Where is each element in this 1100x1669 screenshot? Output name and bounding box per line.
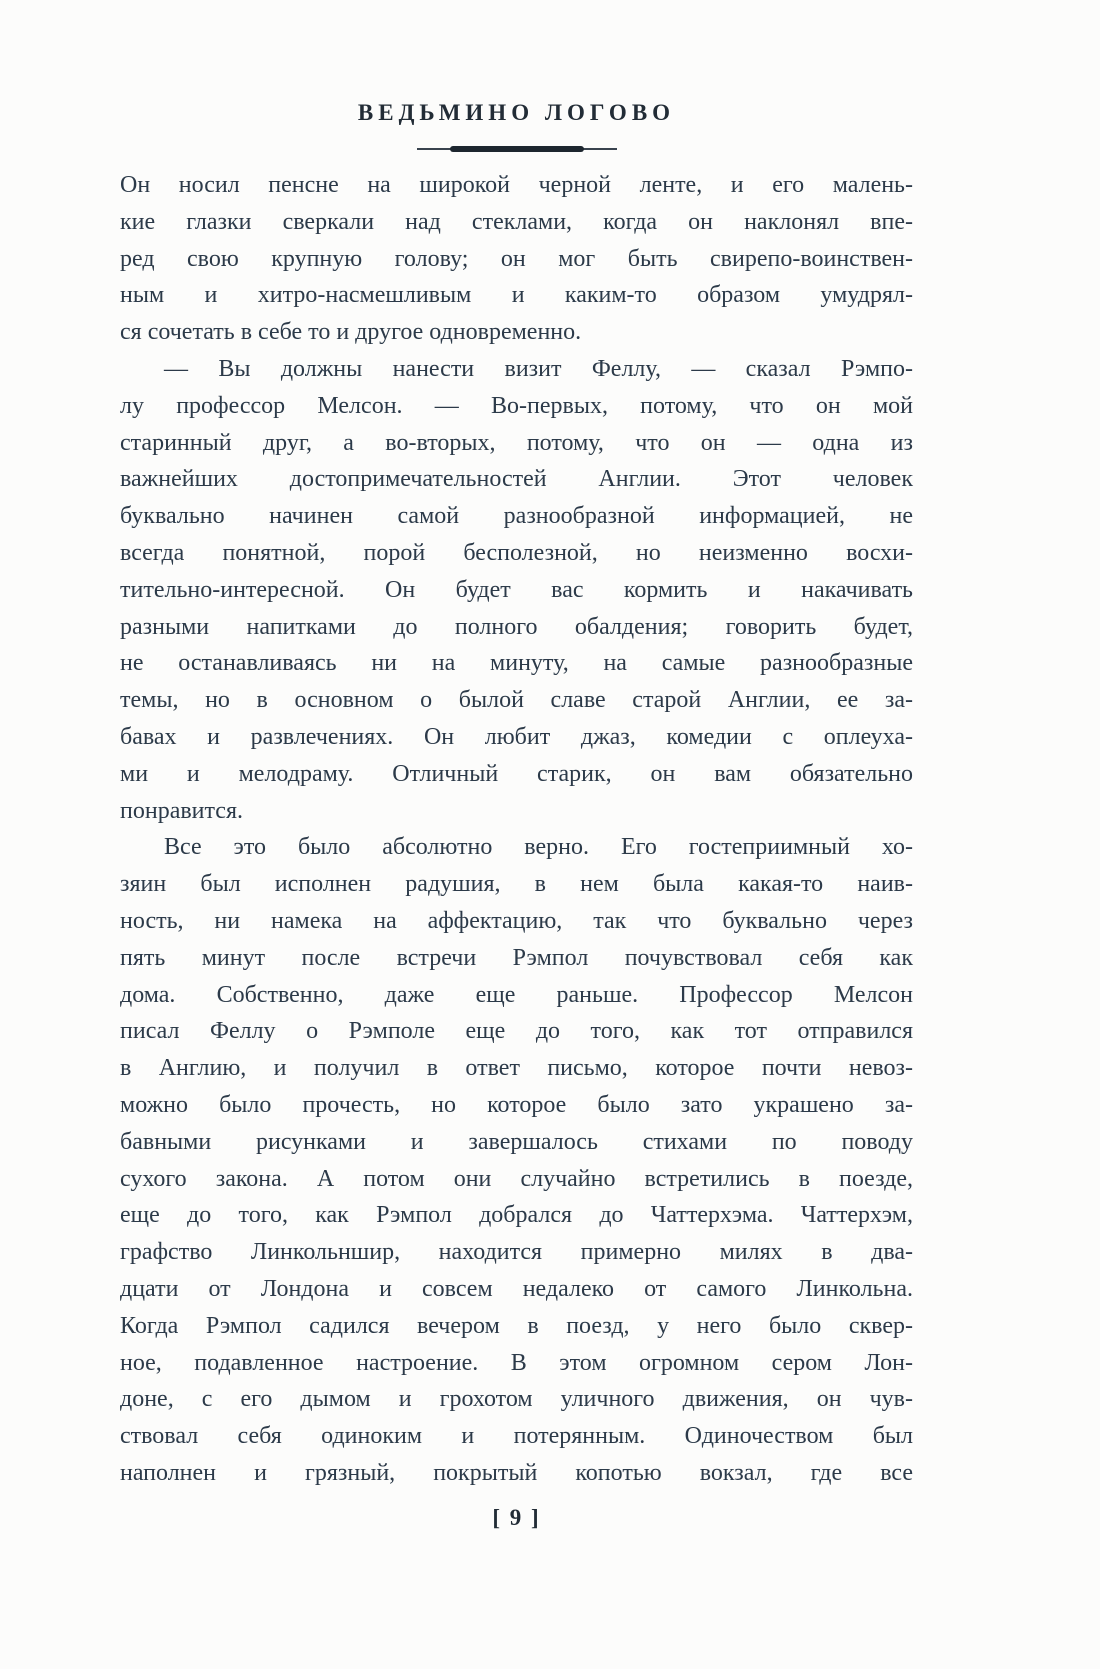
text-line: сухого закона. А потом они случайно встретились в поезде, [120, 1165, 913, 1192]
text-line: буквально начинен самой разнообразной информацией, не [120, 503, 913, 530]
text-line: пять минут после встречи Рэмпол почувствовал себя как [120, 944, 913, 971]
text-line: Все это было абсолютно верно. Его гостеприимный хо- [164, 834, 913, 861]
text-line: кие глазки сверкали над стеклами, когда он наклонял впе- [120, 208, 913, 235]
text-line: ным и хитро-насмешливым и каким-то образом умудрял- [120, 282, 913, 309]
text-line: бавах и развлечениях. Он любит джаз, комедии с оплеуха- [120, 723, 913, 750]
text-line: доне, с его дымом и грохотом уличного движения, он чув- [120, 1386, 913, 1413]
text-line: разными напитками до полного обалдения; говорить будет, [120, 613, 913, 640]
paragraph [120, 351, 913, 829]
text-line: не останавливаясь ни на минуту, на самые разнообразные [120, 650, 913, 677]
text-line: — Вы должны нанести визит Феллу, — сказал Рэмпо- [164, 355, 913, 382]
page-title: ВЕДЬМИНО ЛОГОВО [357, 100, 676, 125]
text-line: ся сочетать в себе то и другое одновременно. [120, 319, 582, 346]
text-line: всегда понятной, порой бесполезной, но неизменно восхи- [120, 539, 913, 566]
text-line: понравится. [120, 797, 243, 824]
text-line: в Англию, и получил в ответ письмо, которое почти невоз- [120, 1055, 913, 1082]
running-head [120, 100, 913, 126]
text-line: дцати от Лондона и совсем недалеко от самого Линкольна. [120, 1275, 913, 1302]
divider-thick-line [450, 146, 584, 152]
text-line: Когда Рэмпол садился вечером в поезд, у него было сквер- [120, 1312, 913, 1339]
text-line: ред свою крупную голову; он мог быть свирепо-воинствен- [120, 245, 913, 272]
text-line: ность, ни намека на аффектацию, так что буквально через [120, 907, 913, 934]
text-line: старинный друг, а во-вторых, потому, что он — одна из [120, 429, 913, 456]
text-line: писал Феллу о Рэмполе еще до того, как тот отправился [120, 1018, 913, 1045]
text-line: ствовал себя одиноким и потерянным. Одиночеством был [120, 1423, 913, 1450]
text-line: еще до того, как Рэмпол добрался до Чаттерхэма. Чаттерхэм, [120, 1202, 913, 1229]
text-line: графство Линкольншир, находится примерно милях в два- [120, 1239, 913, 1266]
text-line: ми и мелодраму. Отличный старик, он вам обязательно [120, 760, 913, 787]
text-line: наполнен и грязный, покрытый копотью вокзал, где все [120, 1459, 913, 1486]
text-line: темы, но в основном о былой славе старой Англии, ее за- [120, 687, 913, 714]
text-line: бавными рисунками и завершалось стихами по поводу [120, 1128, 913, 1155]
text-line: важнейших достопримечательностей Англии. Этот человек [120, 466, 913, 493]
page-number: [ 9 ] [492, 1505, 541, 1530]
text-line: дома. Собственно, даже еще раньше. Профессор Мелсон [120, 981, 913, 1008]
paragraph [120, 829, 913, 1491]
paragraph [120, 167, 913, 351]
text-line: Он носил пенсне на широкой черной ленте, и его малень- [120, 172, 913, 198]
text-line: можно было прочесть, но которое было зато украшено за- [120, 1091, 913, 1118]
page-text [120, 167, 913, 1492]
text-line: тительно-интересной. Он будет вас кормить и накачивать [120, 576, 913, 603]
header-divider [120, 146, 913, 152]
text-line: зяин был исполнен радушия, в нем была какая-то наив- [120, 871, 913, 898]
text-line: лу профессор Мелсон. — Во-первых, потому, что он мой [120, 392, 913, 419]
text-line: ное, подавленное настроение. В этом огромном сером Лон- [120, 1349, 913, 1376]
